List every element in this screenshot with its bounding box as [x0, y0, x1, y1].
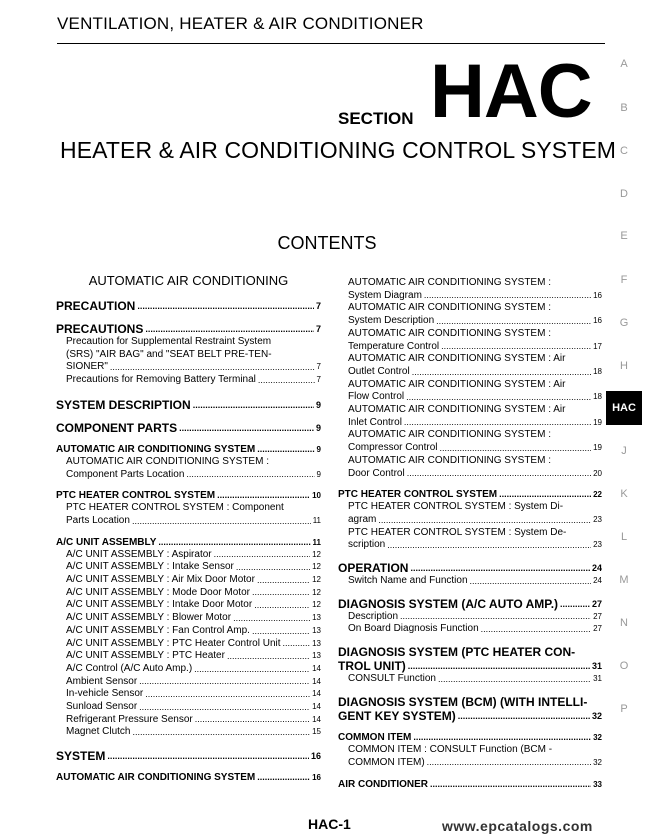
toc-subentry-title: Magnet Clutch	[66, 726, 131, 738]
toc-entry-title: DIAGNOSIS SYSTEM (A/C AUTO AMP.)	[338, 596, 559, 611]
toc-subentry-page: 12	[312, 549, 321, 559]
page-number: HAC-1	[308, 816, 351, 832]
toc-entry-system[interactable]	[56, 749, 321, 763]
toc-entry-aac-system-2[interactable]	[56, 772, 321, 784]
toc-left-column	[56, 270, 321, 784]
index-tab-j[interactable]: J	[621, 445, 627, 457]
toc-entry-ptc-heater[interactable]	[56, 490, 321, 502]
toc-entry-ptc-heater-right[interactable]	[338, 489, 602, 501]
toc-subentry-page: 27	[593, 624, 602, 634]
section-code: HAC	[430, 49, 592, 134]
toc-subentry-page: 12	[312, 600, 321, 610]
toc-entry-common-item[interactable]	[338, 732, 602, 744]
toc-entry-title: A/C UNIT ASSEMBLY	[56, 536, 157, 548]
toc-entry-line: DIAGNOSIS SYSTEM (PTC HEATER CON-	[338, 645, 576, 660]
toc-entry-precautions[interactable]	[56, 322, 321, 336]
toc-subentry[interactable]	[56, 676, 321, 689]
toc-subentry-battery[interactable]	[56, 374, 321, 387]
toc-subentry-page: 18	[593, 366, 602, 376]
toc-subentry-line: PTC HEATER CONTROL SYSTEM : Component	[66, 502, 284, 514]
toc-subentry-page: 32	[593, 757, 602, 767]
toc-subentry-page: 14	[312, 702, 321, 712]
document-title: HEATER & AIR CONDITIONING CONTROL SYSTEM	[60, 137, 617, 163]
toc-subentry-title: A/C Control (A/C Auto Amp.)	[66, 662, 193, 674]
toc-subentry[interactable]	[56, 587, 321, 600]
toc-entry-title: AUTOMATIC AIR CONDITIONING SYSTEM	[56, 772, 256, 784]
toc-subentry[interactable]	[338, 539, 602, 552]
toc-subentry-page: 7	[316, 375, 321, 385]
toc-subentry-line: PTC HEATER CONTROL SYSTEM : System Di-	[348, 501, 564, 513]
toc-entry-ac-unit-assembly[interactable]	[56, 537, 321, 549]
toc-subentry[interactable]	[56, 638, 321, 651]
toc-subentry-page: 16	[593, 290, 602, 300]
toc-subentry-title: scription	[348, 539, 386, 551]
toc-subentry[interactable]	[338, 341, 602, 354]
toc-entry-page: 33	[593, 780, 602, 790]
index-tab-e[interactable]: E	[620, 230, 628, 242]
toc-entry-operation[interactable]	[338, 561, 602, 575]
index-tab-h[interactable]: H	[620, 360, 628, 372]
toc-subentry-page: 7	[316, 362, 321, 372]
toc-subentry-line: COMMON ITEM : CONSULT Function (BCM -	[348, 743, 553, 755]
toc-subentry-title: Component Parts Location	[66, 468, 185, 480]
toc-subentry-page: 9	[316, 469, 321, 479]
toc-subentry-title: A/C UNIT ASSEMBLY : Aspirator	[66, 548, 212, 560]
toc-subentry-line: Precaution for Supplemental Restraint System	[66, 336, 272, 347]
toc-subentry-title: Precautions for Removing Battery Terminal	[66, 374, 256, 386]
toc-subentry-title: A/C UNIT ASSEMBLY : Intake Door Motor	[66, 599, 253, 611]
toc-subentry-title: Switch Name and Function	[348, 575, 468, 587]
toc-entry-title: AIR CONDITIONER	[338, 779, 428, 791]
toc-subentry-title: Ambient Sensor	[66, 675, 138, 687]
toc-subentry-page: 19	[593, 417, 602, 427]
toc-subentry-page: 14	[312, 714, 321, 724]
toc-entry-precaution[interactable]	[56, 299, 321, 313]
toc-subentry-page: 14	[312, 663, 321, 673]
toc-subentry-page: 23	[593, 514, 602, 524]
index-tab-n[interactable]: N	[620, 617, 628, 629]
toc-subentry-title: A/C UNIT ASSEMBLY : Intake Sensor	[66, 561, 234, 573]
toc-entry-title: PTC HEATER CONTROL SYSTEM	[56, 490, 216, 502]
toc-entry-page: 16	[312, 773, 321, 783]
index-tab-l[interactable]: L	[620, 531, 628, 543]
toc-entry-page: 31	[591, 661, 602, 672]
toc-subentry-title: Sunload Sensor	[66, 701, 138, 713]
index-tab-a[interactable]: A	[620, 58, 628, 70]
toc-subentry-title: A/C UNIT ASSEMBLY : Fan Control Amp.	[66, 624, 250, 636]
toc-subentry-srs[interactable]	[56, 361, 321, 374]
toc-entry-title: TROL UNIT)	[338, 659, 406, 674]
toc-entry-title: COMMON ITEM	[338, 731, 412, 743]
toc-subentry-title: System Diagram	[348, 289, 422, 301]
toc-subentry-title: Description	[348, 610, 399, 622]
index-tab-k[interactable]: K	[620, 488, 628, 500]
toc-subentry-page: 14	[312, 676, 321, 686]
toc-entry-component-parts[interactable]	[56, 421, 321, 435]
toc-subentry[interactable]	[56, 688, 321, 701]
toc-subentry-title: A/C UNIT ASSEMBLY : Blower Motor	[66, 612, 232, 624]
toc-subentry-title: A/C UNIT ASSEMBLY : Mode Door Motor	[66, 586, 250, 598]
toc-subentry-page: 19	[593, 443, 602, 453]
toc-subentry[interactable]	[56, 726, 321, 739]
section-label: SECTION	[338, 109, 414, 128]
toc-subentry-page: 16	[593, 316, 602, 326]
toc-entry-title: PRECAUTION	[56, 299, 136, 313]
toc-subentry-title: Outlet Control	[348, 365, 410, 377]
toc-entry-aac-system[interactable]	[56, 444, 321, 456]
toc-entry-title: AUTOMATIC AIR CONDITIONING SYSTEM	[56, 443, 256, 455]
toc-subentry-page: 13	[312, 625, 321, 635]
toc-entry-page: 10	[312, 491, 321, 501]
toc-subentry-page: 12	[312, 587, 321, 597]
toc-group-heading: AUTOMATIC AIR CONDITIONING	[88, 273, 289, 288]
toc-subentry-page: 13	[312, 638, 321, 648]
toc-subentry-title: COMMON ITEM)	[348, 756, 425, 768]
toc-subentry[interactable]	[56, 714, 321, 727]
toc-subentry-title: A/C UNIT ASSEMBLY : PTC Heater	[66, 650, 225, 662]
toc-entry-air-conditioner[interactable]	[338, 779, 602, 791]
toc-subentry-title: Door Control	[348, 467, 405, 479]
toc-entry-page: 9	[315, 422, 321, 433]
index-tab-hac[interactable]: HAC	[606, 391, 642, 425]
watermark: www.epcatalogs.com	[442, 818, 593, 834]
toc-subentry[interactable]	[338, 575, 602, 588]
index-tab-p[interactable]: P	[620, 703, 628, 715]
toc-subentry-page: 12	[312, 562, 321, 572]
toc-subentry-title: Temperature Control	[348, 340, 440, 352]
header-rule	[57, 43, 605, 44]
index-tab-d[interactable]: D	[620, 188, 628, 200]
toc-subentry-page: 24	[593, 576, 602, 586]
toc-subentry-title: In-vehicle Sensor	[66, 688, 144, 700]
toc-subentry[interactable]	[338, 673, 602, 686]
toc-subentry[interactable]	[56, 612, 321, 625]
toc-subentry[interactable]	[56, 663, 321, 676]
toc-subentry-line: AUTOMATIC AIR CONDITIONING SYSTEM :	[348, 327, 551, 339]
toc-subentry[interactable]	[338, 366, 602, 379]
toc-subentry-line: PTC HEATER CONTROL SYSTEM : System De-	[348, 526, 567, 538]
toc-entry-page: 32	[593, 732, 602, 742]
toc-subentry-page: 18	[593, 392, 602, 402]
toc-subentry-title: Compressor Control	[348, 442, 438, 454]
toc-subentry-page: 31	[593, 674, 602, 684]
toc-subentry-page: 12	[312, 575, 321, 585]
toc-entry-title: OPERATION	[338, 561, 409, 576]
toc-subentry-line: AUTOMATIC AIR CONDITIONING SYSTEM : Air	[348, 353, 566, 365]
toc-entry-system-description[interactable]	[56, 398, 321, 412]
index-tab-b[interactable]: B	[620, 102, 628, 114]
toc-subentry-page: 13	[312, 613, 321, 623]
toc-entry-title: SYSTEM DESCRIPTION	[56, 397, 191, 412]
toc-subentry[interactable]	[338, 514, 602, 527]
toc-entry-diagnosis-ptc[interactable]	[338, 659, 602, 673]
toc-subentry[interactable]	[56, 701, 321, 714]
toc-entry-page: 32	[591, 710, 602, 721]
toc-subentry-title: System Description	[348, 315, 435, 327]
toc-entry-page: 22	[593, 490, 602, 500]
toc-subentry-title: agram	[348, 513, 377, 525]
toc-entry-title: PRECAUTIONS	[56, 322, 144, 336]
index-tab-g[interactable]: G	[619, 317, 629, 329]
toc-entry-line: DIAGNOSIS SYSTEM (BCM) (WITH INTELLI-	[338, 694, 588, 709]
toc-subentry[interactable]	[338, 417, 602, 430]
toc-subentry[interactable]	[56, 574, 321, 587]
toc-entry-page: 7	[315, 301, 321, 311]
toc-subentry-line: AUTOMATIC AIR CONDITIONING SYSTEM :	[348, 302, 551, 314]
toc-subentry-ptc-parts-location[interactable]	[56, 515, 321, 528]
toc-subentry[interactable]	[338, 468, 602, 481]
header-title: VENTILATION, HEATER & AIR CONDITIONER	[57, 14, 424, 33]
toc-subentry-line: AUTOMATIC AIR CONDITIONING SYSTEM :	[348, 454, 551, 466]
toc-subentry-title: Flow Control	[348, 391, 405, 403]
toc-right-column	[338, 270, 602, 791]
toc-subentry[interactable]	[56, 625, 321, 638]
toc-subentry-line: (SRS) "AIR BAG" and "SEAT BELT PRE-TEN-	[66, 348, 272, 360]
toc-subentry-component-parts-location[interactable]	[56, 469, 321, 482]
toc-subentry-title: A/C UNIT ASSEMBLY : Air Mix Door Motor	[66, 574, 255, 586]
toc-subentry-page: 27	[593, 611, 602, 621]
toc-subentry-page: 14	[312, 689, 321, 699]
toc-entry-title: COMPONENT PARTS	[56, 420, 178, 435]
toc-entry-diagnosis-bcm[interactable]	[338, 709, 602, 723]
toc-subentry-title: Parts Location	[66, 514, 130, 526]
toc-entry-title: GENT KEY SYSTEM)	[338, 708, 456, 723]
toc-subentry-page: 20	[593, 468, 602, 478]
toc-entry-page: 24	[591, 563, 602, 574]
toc-subentry-line: AUTOMATIC AIR CONDITIONING SYSTEM : Air	[348, 378, 566, 390]
toc-subentry-page: 23	[593, 540, 602, 550]
toc-subentry[interactable]	[338, 442, 602, 455]
toc-subentry-title: Refrigerant Pressure Sensor	[66, 713, 193, 725]
toc-subentry-line: AUTOMATIC AIR CONDITIONING SYSTEM :	[348, 429, 551, 441]
index-tab-c[interactable]: C	[620, 145, 628, 157]
toc-entry-page: 27	[591, 598, 602, 609]
toc-subentry[interactable]	[56, 549, 321, 562]
toc-subentry-title: SIONER"	[66, 361, 108, 373]
toc-subentry-title: On Board Diagnosis Function	[348, 623, 479, 635]
index-tab-o[interactable]: O	[619, 660, 629, 672]
index-tab-f[interactable]: F	[620, 274, 628, 286]
toc-subentry-title: Inlet Control	[348, 416, 402, 428]
toc-subentry[interactable]	[56, 599, 321, 612]
toc-subentry-page: 17	[593, 341, 602, 351]
index-tab-m[interactable]: M	[619, 574, 629, 586]
toc-entry-title: SYSTEM	[56, 749, 106, 764]
toc-subentry[interactable]	[56, 650, 321, 663]
toc-subentry[interactable]	[338, 315, 602, 328]
toc-entry-diagnosis-ac[interactable]	[338, 597, 602, 611]
toc-subentry[interactable]	[338, 611, 602, 624]
toc-entry-page: 9	[316, 444, 321, 454]
toc-subentry[interactable]	[338, 757, 602, 770]
toc-subentry-title: A/C UNIT ASSEMBLY : PTC Heater Control Unit	[66, 637, 281, 649]
toc-entry-page: 16	[310, 751, 321, 762]
toc-subentry-page: 11	[312, 515, 321, 525]
toc-subentry[interactable]	[56, 561, 321, 574]
toc-entry-page: 7	[315, 324, 321, 334]
toc-entry-title: PTC HEATER CONTROL SYSTEM	[338, 489, 498, 501]
toc-subentry-page: 15	[312, 727, 321, 737]
toc-subentry-title: CONSULT Function	[348, 673, 436, 685]
toc-entry-page: 11	[312, 537, 321, 547]
toc-subentry-line: AUTOMATIC AIR CONDITIONING SYSTEM :	[348, 277, 551, 288]
toc-subentry[interactable]	[338, 391, 602, 404]
toc-subentry-line: AUTOMATIC AIR CONDITIONING SYSTEM : Air	[348, 404, 566, 416]
contents-heading: CONTENTS	[277, 233, 377, 253]
toc-entry-page: 9	[315, 399, 321, 410]
toc-subentry[interactable]	[338, 623, 602, 636]
toc-subentry-line: AUTOMATIC AIR CONDITIONING SYSTEM :	[66, 455, 269, 467]
toc-subentry[interactable]	[338, 290, 602, 303]
toc-subentry-page: 13	[312, 651, 321, 661]
